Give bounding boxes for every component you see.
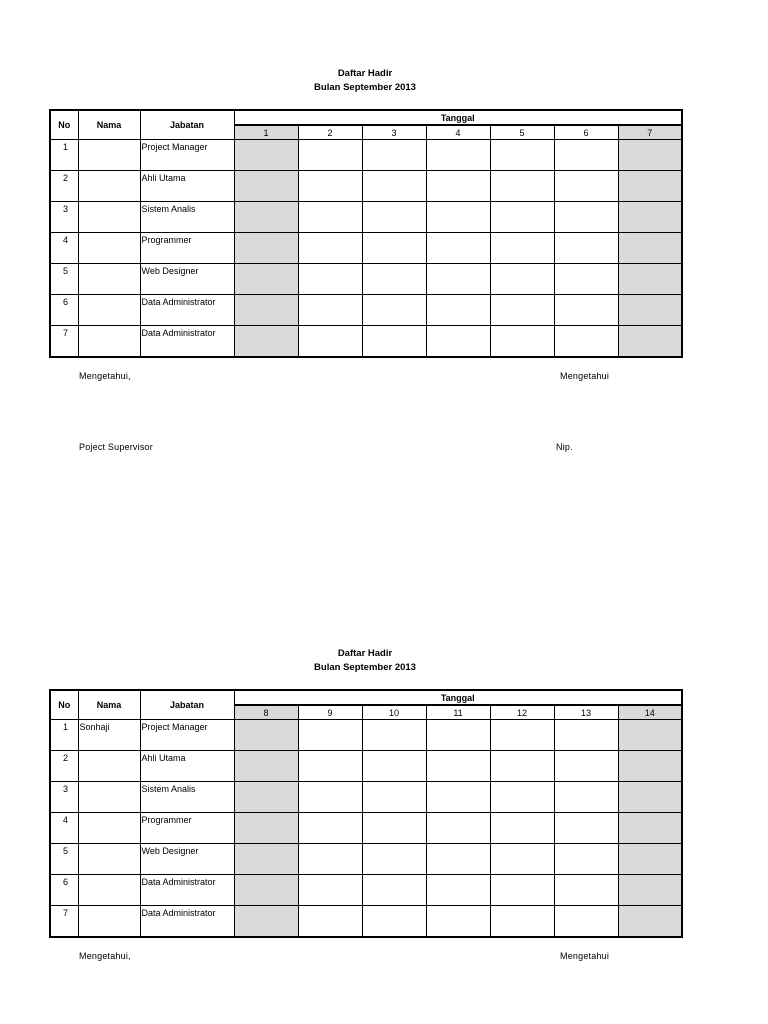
attendance-cell[interactable]	[618, 906, 682, 938]
attendance-cell[interactable]	[554, 906, 618, 938]
attendance-cell[interactable]	[554, 844, 618, 875]
row-number-cell: 7	[50, 326, 78, 358]
day-header: 13	[554, 705, 618, 720]
position-cell: Data Administrator	[140, 875, 234, 906]
position-cell: Project Manager	[140, 720, 234, 751]
attendance-cell[interactable]	[618, 720, 682, 751]
attendance-cell[interactable]	[426, 751, 490, 782]
row-number-cell: 3	[50, 782, 78, 813]
right-acknowledge-label: Mengetahui	[560, 951, 610, 961]
day-header: 12	[490, 705, 554, 720]
attendance-cell[interactable]	[298, 720, 362, 751]
attendance-table	[49, 689, 683, 938]
attendance-cell[interactable]	[298, 906, 362, 938]
name-cell[interactable]	[78, 751, 140, 782]
day-header: 6	[554, 125, 618, 140]
attendance-cell[interactable]	[426, 720, 490, 751]
attendance-cell[interactable]	[362, 751, 426, 782]
day-header: 1	[234, 125, 298, 140]
attendance-cell[interactable]	[426, 844, 490, 875]
sheet-title: Daftar Hadir	[337, 648, 393, 659]
header-nama: Nama	[78, 690, 140, 720]
attendance-cell[interactable]	[234, 906, 298, 938]
left-signer-role: Poject Supervisor	[79, 442, 153, 452]
attendance-cell[interactable]	[362, 782, 426, 813]
attendance-cell[interactable]	[618, 751, 682, 782]
header-no: No	[50, 690, 78, 720]
attendance-cell[interactable]	[234, 720, 298, 751]
attendance-cell[interactable]	[490, 844, 554, 875]
table-row	[50, 813, 682, 844]
row-number-cell: 5	[50, 844, 78, 875]
position-cell: Data Administrator	[140, 295, 234, 326]
table-row	[50, 875, 682, 906]
position-cell: Web Designer	[140, 264, 234, 295]
attendance-cell[interactable]	[490, 720, 554, 751]
header-jabatan: Jabatan	[140, 110, 234, 140]
attendance-cell[interactable]	[362, 906, 426, 938]
attendance-cell[interactable]	[554, 720, 618, 751]
row-number-cell: 4	[50, 813, 78, 844]
position-cell: Project Manager	[140, 140, 234, 171]
attendance-cell[interactable]	[618, 875, 682, 906]
attendance-cell[interactable]	[426, 782, 490, 813]
attendance-cell[interactable]	[426, 875, 490, 906]
day-header: 8	[234, 705, 298, 720]
row-number-cell: 2	[50, 171, 78, 202]
attendance-cell[interactable]	[362, 875, 426, 906]
name-cell[interactable]	[78, 875, 140, 906]
attendance-cell[interactable]	[554, 751, 618, 782]
sheet-subtitle: Bulan September 2013	[314, 662, 416, 673]
attendance-cell[interactable]	[298, 844, 362, 875]
header-nama: Nama	[78, 110, 140, 140]
day-header: 2	[298, 125, 362, 140]
table-row	[50, 782, 682, 813]
attendance-cell[interactable]	[362, 813, 426, 844]
row-number-cell: 1	[50, 720, 78, 751]
name-cell[interactable]	[78, 813, 140, 844]
row-number-cell: 6	[50, 875, 78, 906]
right-acknowledge-label: Mengetahui	[560, 371, 610, 381]
table-row	[50, 720, 682, 751]
attendance-cell[interactable]	[362, 844, 426, 875]
position-cell: Sistem Analis	[140, 202, 234, 233]
position-cell: Programmer	[140, 233, 234, 264]
attendance-cell[interactable]	[618, 782, 682, 813]
attendance-cell[interactable]	[490, 782, 554, 813]
row-number-cell: 3	[50, 202, 78, 233]
row-number-cell: 1	[50, 140, 78, 171]
attendance-cell[interactable]	[298, 782, 362, 813]
right-signer-nip: Nip.	[556, 442, 573, 452]
name-cell[interactable]	[78, 782, 140, 813]
row-number-cell: 7	[50, 906, 78, 938]
position-cell: Data Administrator	[140, 906, 234, 938]
attendance-cell[interactable]	[234, 751, 298, 782]
row-number-cell: 5	[50, 264, 78, 295]
attendance-cell[interactable]	[298, 751, 362, 782]
attendance-cell[interactable]	[298, 875, 362, 906]
position-cell: Web Designer	[140, 844, 234, 875]
left-acknowledge-label: Mengetahui,	[79, 371, 131, 381]
attendance-cell[interactable]	[234, 782, 298, 813]
attendance-cell[interactable]	[426, 813, 490, 844]
attendance-cell[interactable]	[362, 720, 426, 751]
table-row	[50, 844, 682, 875]
sheet-subtitle: Bulan September 2013	[314, 82, 416, 93]
attendance-cell[interactable]	[426, 906, 490, 938]
attendance-cell[interactable]	[298, 813, 362, 844]
attendance-cell[interactable]	[554, 782, 618, 813]
table-row	[50, 906, 682, 938]
attendance-cell[interactable]	[618, 813, 682, 844]
table-row	[50, 751, 682, 782]
attendance-cell[interactable]	[490, 906, 554, 938]
day-header: 14	[618, 705, 682, 720]
row-number-cell: 2	[50, 751, 78, 782]
header-no: No	[50, 110, 78, 140]
name-cell[interactable]	[78, 906, 140, 938]
position-cell: Ahli Utama	[140, 171, 234, 202]
attendance-cell[interactable]	[490, 751, 554, 782]
header-jabatan: Jabatan	[140, 690, 234, 720]
sheet-title: Daftar Hadir	[337, 68, 393, 79]
attendance-cell[interactable]	[554, 813, 618, 844]
attendance-cell[interactable]	[554, 875, 618, 906]
attendance-cell[interactable]	[234, 813, 298, 844]
left-acknowledge-label: Mengetahui,	[79, 951, 131, 961]
row-number-cell: 6	[50, 295, 78, 326]
day-header: 11	[426, 705, 490, 720]
day-header: 3	[362, 125, 426, 140]
attendance-cell[interactable]	[490, 813, 554, 844]
position-cell: Programmer	[140, 813, 234, 844]
day-header: 9	[298, 705, 362, 720]
header-tanggal: Tanggal	[234, 110, 682, 125]
header-tanggal: Tanggal	[234, 690, 682, 705]
day-header: 5	[490, 125, 554, 140]
position-cell: Ahli Utama	[140, 751, 234, 782]
name-cell[interactable]: Sonhaji	[78, 720, 140, 751]
day-header: 10	[362, 705, 426, 720]
attendance-cell[interactable]	[234, 875, 298, 906]
day-header: 4	[426, 125, 490, 140]
attendance-cell[interactable]	[234, 844, 298, 875]
position-cell: Sistem Analis	[140, 782, 234, 813]
attendance-cell[interactable]	[490, 875, 554, 906]
attendance-cell[interactable]	[618, 844, 682, 875]
day-header: 7	[618, 125, 682, 140]
position-cell: Data Administrator	[140, 326, 234, 358]
name-cell[interactable]	[78, 844, 140, 875]
row-number-cell: 4	[50, 233, 78, 264]
